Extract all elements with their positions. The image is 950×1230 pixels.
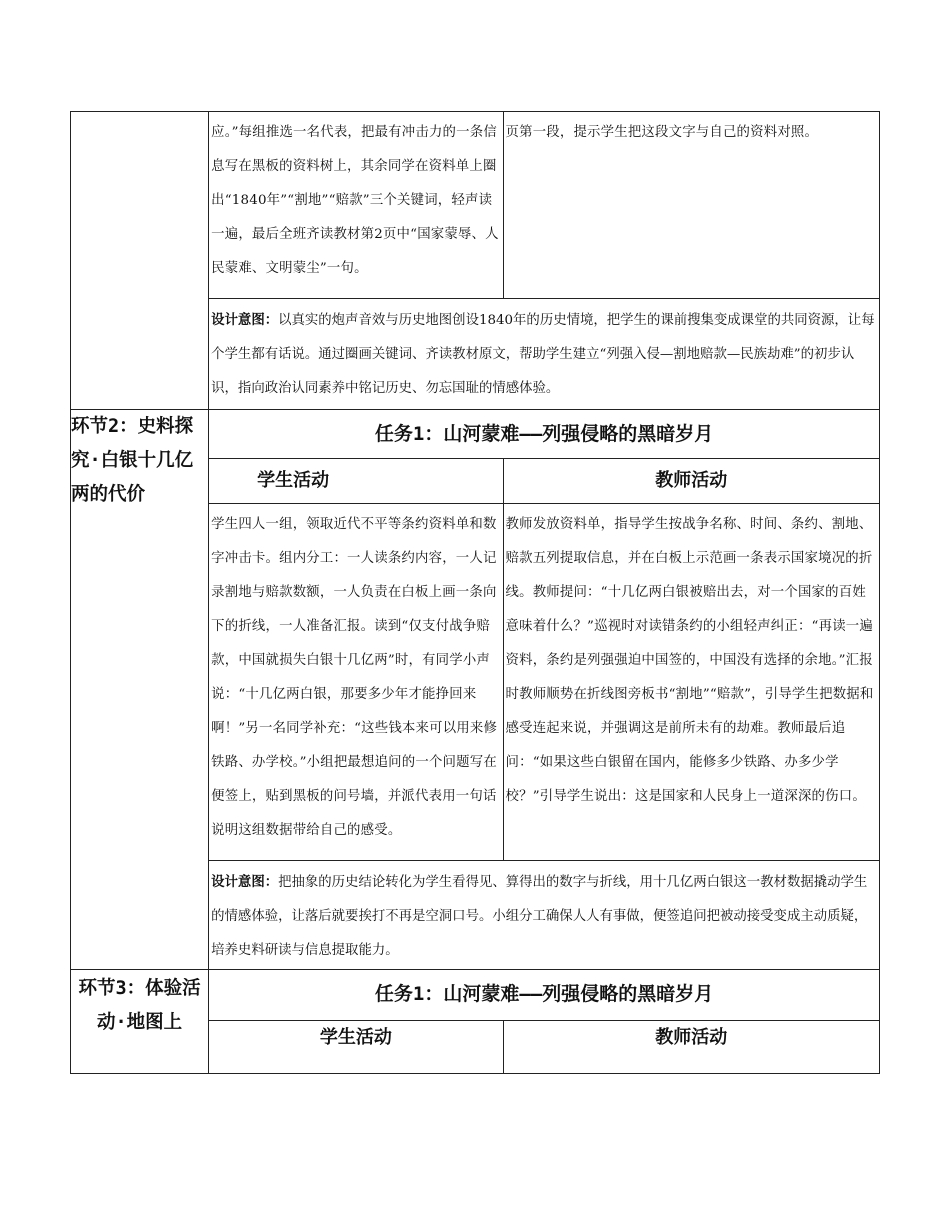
student-activity-header: 学生活动: [209, 459, 503, 504]
task-title-row: [71, 410, 880, 459]
lesson-plan-table: [70, 111, 880, 1074]
teacher-activity-text-2: 教师发放资料单，指导学生按战争名称、时间、条约、割地、赔款五列提取信息，并在白板上示范画一条表示国家境况的折线。教师提问：“十几亿两白银被赔出去，对一个国家的百姓意味着什么？”巡视时对读错条约的小组轻声纠正：“再读一遍资料，条约是列强强迫中国签的，中国没有选择的余地。”汇报时教师顺势在折线图旁板书“割地”“赔款”，引导学生把数据和感受连起来说，并强调这是前所未有的劫难。教师最后追问：“如果这些白银留在国内，能修多少铁路、办多少学校？”引导学生说出：这是国家和人民身上一道深深的伤口。: [505, 517, 874, 804]
stage-cell-empty: [71, 112, 209, 410]
design-intent: [209, 299, 879, 406]
student-activity-text: 应。”每组推选一名代表，把最有冲击力的一条信息写在黑板的资料树上，其余同学在资料单上圈出“1840年”“割地”“赔款”三个关键词，轻声读一遍，最后全班齐读教材第2页中“国家蒙辱、人民蒙难、文明蒙尘”一句。: [211, 125, 499, 276]
design-intent-2: [209, 861, 879, 968]
design-intent-text: 以真实的炮声音效与历史地图创设1840年的历史情境，把学生的课前搜集变成课堂的共同资源，让每个学生都有话说。通过圈画关键词、齐读教材原文，帮助学生建立“列强入侵—割地赔款—民族劫难”的初步认识，指向政治认同素养中铭记历史、勿忘国耻的情感体验。: [211, 313, 875, 396]
student-activity-cell-2: [209, 504, 503, 861]
student-activity-header-3: 学生活动: [209, 1021, 503, 1074]
task-title: 任务1：山河蒙难——列强侵略的黑暗岁月: [209, 410, 880, 459]
teacher-activity-cell-2: [503, 504, 879, 861]
teacher-activity-header: 教师活动: [503, 459, 879, 504]
stage-label-2: 环节2：史料探究·白银十几亿两的代价: [71, 410, 209, 970]
task-title-row-3: [71, 970, 880, 1021]
design-intent-cell-2: [209, 861, 880, 970]
design-intent-label: 设计意图：: [211, 312, 279, 328]
student-activity-text-2: 学生四人一组，领取近代不平等条约资料单和数字冲击卡。组内分工：一人读条约内容，一人记录割地与赔款数额，一人负责在白板上画一条向下的折线，一人准备汇报。读到“仅支付战争赔款，中国就损失白银十几亿两”时，有同学小声说：“十几亿两白银，那要多少年才能挣回来啊！”另一名同学补充：“这些钱本来可以用来修铁路、办学校。”小组把最想追问的一个问题写在便签上，贴到黑板的问号墙，并派代表用一句话说明这组数据带给自己的感受。: [211, 517, 498, 838]
student-activity-cell: [209, 112, 503, 299]
teacher-activity-text: 页第一段，提示学生把这段文字与自己的资料对照。: [505, 125, 819, 140]
teacher-activity-header-3: 教师活动: [503, 1021, 879, 1074]
stage-label-3: 环节3：体验活动·地图上: [71, 970, 209, 1074]
design-intent-label-2: 设计意图：: [211, 874, 279, 890]
teacher-activity-cell: [503, 112, 879, 299]
task-title-3: 任务1：山河蒙难——列强侵略的黑暗岁月: [209, 970, 880, 1021]
design-intent-text-2: 把抽象的历史结论转化为学生看得见、算得出的数字与折线，用十几亿两白银这一教材数据撬动学生的情感体验，让落后就要挨打不再是空洞口号。小组分工确保人人有事做，便签追问把被动接受变成主动质疑，培养史料研读与信息提取能力。: [211, 875, 868, 958]
activity-row-continued: [71, 112, 880, 299]
design-intent-cell: [209, 299, 880, 410]
